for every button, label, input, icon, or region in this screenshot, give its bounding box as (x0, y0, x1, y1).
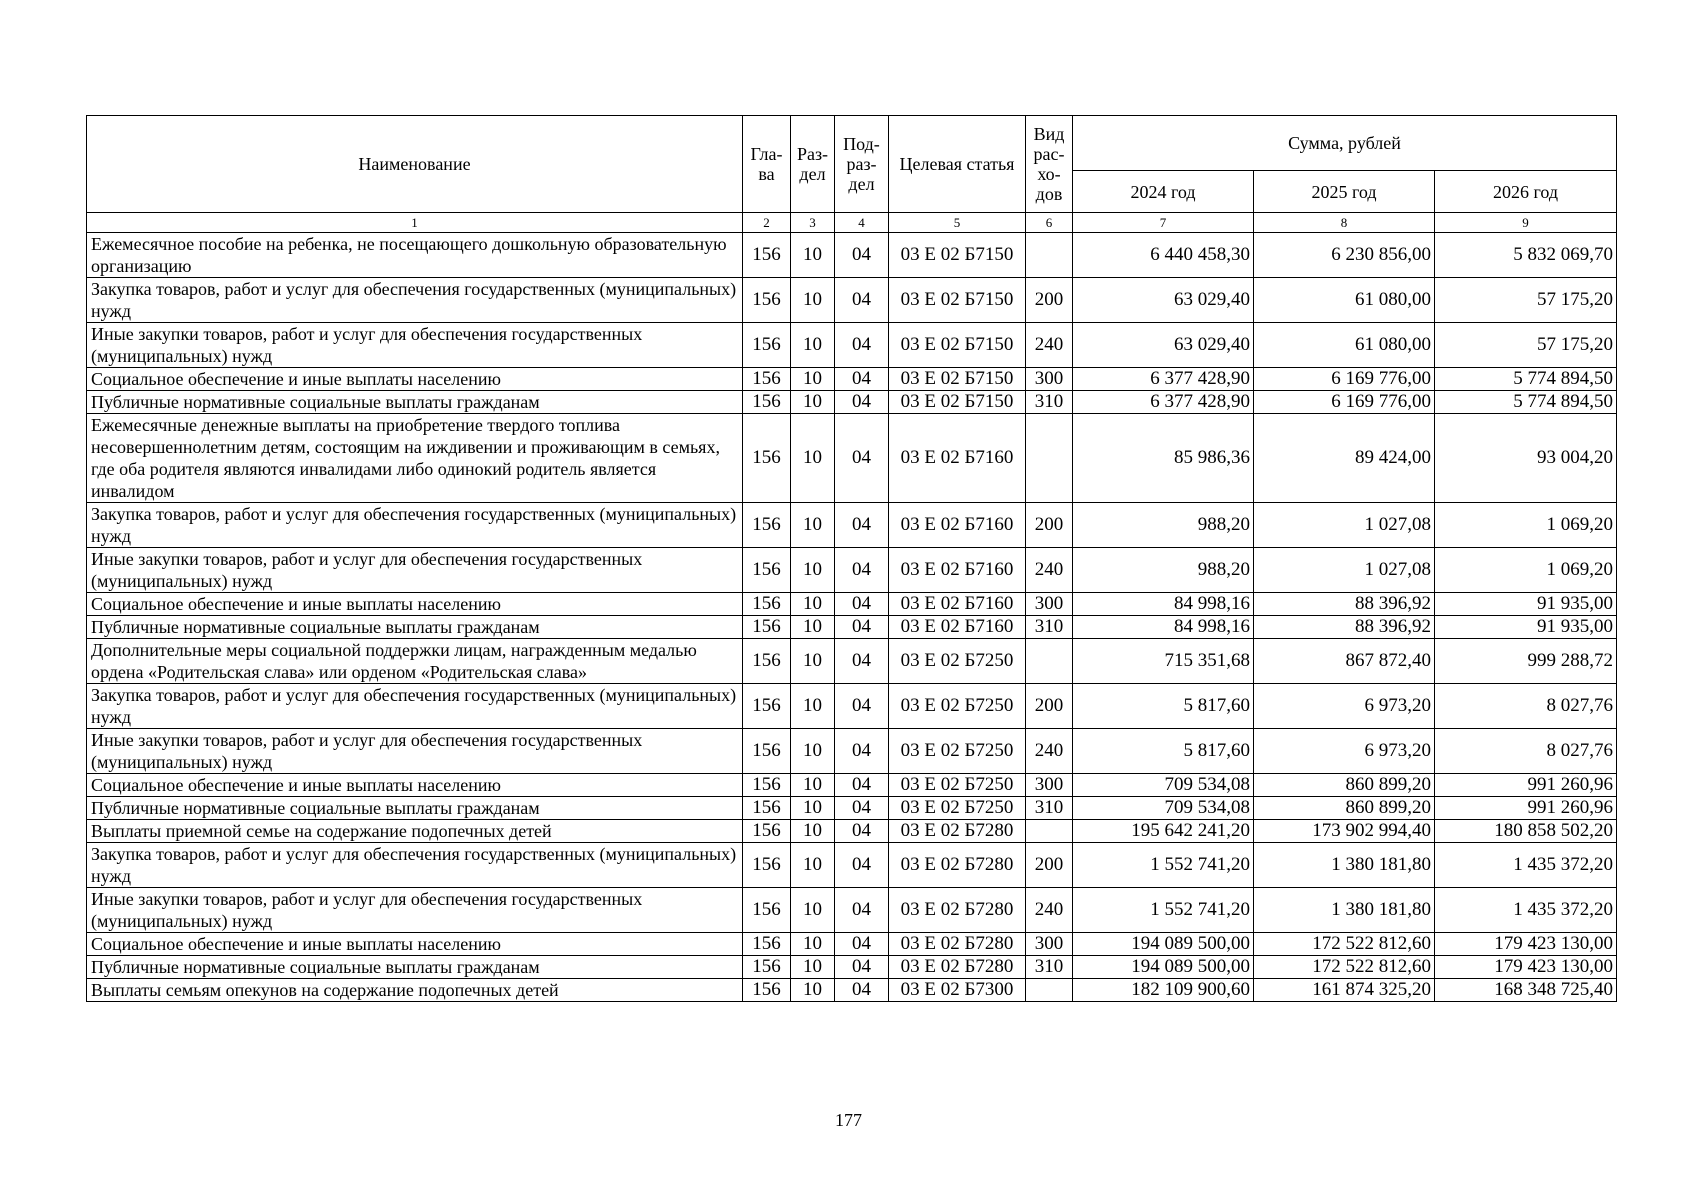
row-chapter: 156 (743, 843, 791, 888)
page-number: 177 (835, 1110, 862, 1130)
row-section: 10 (791, 233, 835, 278)
row-name: Публичные нормативные социальные выплаты гражданам (87, 797, 743, 820)
table-row (87, 956, 1617, 979)
header-target-article: Целевая статья (889, 116, 1026, 213)
row-target-article: 03 Е 02 Б7160 (889, 503, 1026, 548)
row-name: Выплаты семьям опекунов на содержание подопечных детей (87, 979, 743, 1002)
row-chapter: 156 (743, 797, 791, 820)
row-name: Публичные нормативные социальные выплаты гражданам (87, 391, 743, 414)
row-expense-type: 310 (1026, 956, 1073, 979)
row-sum-2024: 85 986,36 (1073, 414, 1254, 503)
row-name: Социальное обеспечение и иные выплаты населению (87, 933, 743, 956)
row-chapter: 156 (743, 368, 791, 391)
row-expense-type (1026, 414, 1073, 503)
row-expense-type (1026, 639, 1073, 684)
column-number: 4 (835, 213, 889, 233)
row-sum-2025: 6 169 776,00 (1254, 391, 1435, 414)
row-subsection: 04 (835, 414, 889, 503)
row-chapter: 156 (743, 933, 791, 956)
row-sum-2024: 194 089 500,00 (1073, 933, 1254, 956)
column-number: 7 (1073, 213, 1254, 233)
row-sum-2025: 867 872,40 (1254, 639, 1435, 684)
table-row (87, 391, 1617, 414)
row-sum-2025: 173 902 994,40 (1254, 820, 1435, 843)
column-number: 5 (889, 213, 1026, 233)
row-target-article: 03 Е 02 Б7280 (889, 820, 1026, 843)
row-chapter: 156 (743, 956, 791, 979)
row-section: 10 (791, 548, 835, 593)
row-section: 10 (791, 933, 835, 956)
row-chapter: 156 (743, 979, 791, 1002)
row-sum-2024: 709 534,08 (1073, 797, 1254, 820)
row-subsection: 04 (835, 593, 889, 616)
row-sum-2024: 988,20 (1073, 503, 1254, 548)
row-sum-2026: 5 832 069,70 (1435, 233, 1617, 278)
row-section: 10 (791, 391, 835, 414)
row-sum-2026: 91 935,00 (1435, 593, 1617, 616)
row-sum-2025: 6 973,20 (1254, 684, 1435, 729)
row-sum-2025: 1 027,08 (1254, 548, 1435, 593)
column-numbers-row (87, 213, 1617, 233)
table-row (87, 820, 1617, 843)
table-row (87, 729, 1617, 774)
row-sum-2024: 194 089 500,00 (1073, 956, 1254, 979)
row-name: Закупка товаров, работ и услуг для обеспечения государственных (муниципальных) нужд (87, 843, 743, 888)
column-number: 2 (743, 213, 791, 233)
row-sum-2024: 5 817,60 (1073, 684, 1254, 729)
row-expense-type (1026, 233, 1073, 278)
table-row (87, 774, 1617, 797)
table-row (87, 843, 1617, 888)
row-chapter: 156 (743, 593, 791, 616)
row-sum-2026: 5 774 894,50 (1435, 391, 1617, 414)
row-name: Иные закупки товаров, работ и услуг для обеспечения государственных (муниципальных) нужд (87, 323, 743, 368)
row-target-article: 03 Е 02 Б7280 (889, 843, 1026, 888)
row-target-article: 03 Е 02 Б7280 (889, 888, 1026, 933)
row-section: 10 (791, 503, 835, 548)
row-chapter: 156 (743, 414, 791, 503)
budget-table (86, 115, 1617, 1002)
row-section: 10 (791, 820, 835, 843)
row-section: 10 (791, 729, 835, 774)
row-target-article: 03 Е 02 Б7150 (889, 278, 1026, 323)
row-sum-2026: 1 435 372,20 (1435, 888, 1617, 933)
row-name: Иные закупки товаров, работ и услуг для обеспечения государственных (муниципальных) нужд (87, 888, 743, 933)
row-name: Иные закупки товаров, работ и услуг для обеспечения государственных (муниципальных) нужд (87, 548, 743, 593)
row-section: 10 (791, 593, 835, 616)
row-chapter: 156 (743, 888, 791, 933)
row-sum-2026: 179 423 130,00 (1435, 956, 1617, 979)
row-sum-2026: 168 348 725,40 (1435, 979, 1617, 1002)
row-target-article: 03 Е 02 Б7160 (889, 593, 1026, 616)
table-row (87, 414, 1617, 503)
row-sum-2025: 6 230 856,00 (1254, 233, 1435, 278)
row-sum-2025: 172 522 812,60 (1254, 956, 1435, 979)
table-row (87, 639, 1617, 684)
row-section: 10 (791, 888, 835, 933)
row-subsection: 04 (835, 639, 889, 684)
row-subsection: 04 (835, 368, 889, 391)
table-row (87, 797, 1617, 820)
row-target-article: 03 Е 02 Б7280 (889, 933, 1026, 956)
header-year-2026: 2026 год (1435, 171, 1617, 213)
row-sum-2024: 1 552 741,20 (1073, 843, 1254, 888)
header-name: Наименование (87, 116, 743, 213)
table-row (87, 278, 1617, 323)
row-sum-2025: 88 396,92 (1254, 593, 1435, 616)
row-expense-type: 240 (1026, 323, 1073, 368)
row-expense-type: 200 (1026, 503, 1073, 548)
row-expense-type (1026, 820, 1073, 843)
row-target-article: 03 Е 02 Б7160 (889, 548, 1026, 593)
row-subsection: 04 (835, 391, 889, 414)
row-sum-2026: 999 288,72 (1435, 639, 1617, 684)
row-name: Закупка товаров, работ и услуг для обеспечения государственных (муниципальных) нужд (87, 503, 743, 548)
row-chapter: 156 (743, 684, 791, 729)
row-target-article: 03 Е 02 Б7160 (889, 616, 1026, 639)
row-sum-2024: 988,20 (1073, 548, 1254, 593)
row-name: Социальное обеспечение и иные выплаты населению (87, 593, 743, 616)
row-expense-type: 300 (1026, 933, 1073, 956)
header-year-2025: 2025 год (1254, 171, 1435, 213)
header-sum: Сумма, рублей (1073, 116, 1617, 171)
table-row (87, 503, 1617, 548)
row-target-article: 03 Е 02 Б7150 (889, 323, 1026, 368)
row-expense-type: 310 (1026, 616, 1073, 639)
row-subsection: 04 (835, 548, 889, 593)
row-section: 10 (791, 616, 835, 639)
header-year-2024: 2024 год (1073, 171, 1254, 213)
row-expense-type: 310 (1026, 797, 1073, 820)
table-body (87, 213, 1617, 1002)
row-sum-2026: 991 260,96 (1435, 797, 1617, 820)
row-chapter: 156 (743, 233, 791, 278)
row-target-article: 03 Е 02 Б7250 (889, 684, 1026, 729)
row-sum-2024: 6 440 458,30 (1073, 233, 1254, 278)
row-sum-2024: 1 552 741,20 (1073, 888, 1254, 933)
row-name: Социальное обеспечение и иные выплаты населению (87, 774, 743, 797)
row-chapter: 156 (743, 548, 791, 593)
row-section: 10 (791, 368, 835, 391)
row-name: Иные закупки товаров, работ и услуг для обеспечения государственных (муниципальных) нужд (87, 729, 743, 774)
header-chapter: Гла-ва (743, 116, 791, 213)
row-sum-2026: 57 175,20 (1435, 278, 1617, 323)
row-sum-2025: 1 380 181,80 (1254, 888, 1435, 933)
row-sum-2026: 1 435 372,20 (1435, 843, 1617, 888)
row-sum-2025: 860 899,20 (1254, 774, 1435, 797)
column-number: 3 (791, 213, 835, 233)
table-row (87, 888, 1617, 933)
table-row (87, 368, 1617, 391)
table-header (87, 116, 1617, 213)
column-number: 9 (1435, 213, 1617, 233)
row-name: Ежемесячные денежные выплаты на приобретение твердого топлива несовершеннолетним детям, состоящим на иждивении и проживающим в семьях, где оба родителя являются инвалидами либо одинокий родитель является инвалидом (87, 414, 743, 503)
row-target-article: 03 Е 02 Б7150 (889, 391, 1026, 414)
row-target-article: 03 Е 02 Б7150 (889, 233, 1026, 278)
row-expense-type: 240 (1026, 888, 1073, 933)
row-target-article: 03 Е 02 Б7160 (889, 414, 1026, 503)
row-subsection: 04 (835, 616, 889, 639)
row-target-article: 03 Е 02 Б7280 (889, 956, 1026, 979)
row-subsection: 04 (835, 684, 889, 729)
row-chapter: 156 (743, 820, 791, 843)
row-subsection: 04 (835, 820, 889, 843)
row-name: Выплаты приемной семье на содержание подопечных детей (87, 820, 743, 843)
row-sum-2025: 172 522 812,60 (1254, 933, 1435, 956)
row-name: Публичные нормативные социальные выплаты гражданам (87, 616, 743, 639)
header-expense-type: Вид рас-хо-дов (1026, 116, 1073, 213)
row-target-article: 03 Е 02 Б7300 (889, 979, 1026, 1002)
row-subsection: 04 (835, 933, 889, 956)
row-sum-2024: 709 534,08 (1073, 774, 1254, 797)
table-row (87, 593, 1617, 616)
row-expense-type: 200 (1026, 684, 1073, 729)
row-target-article: 03 Е 02 Б7250 (889, 729, 1026, 774)
row-section: 10 (791, 956, 835, 979)
row-chapter: 156 (743, 391, 791, 414)
row-subsection: 04 (835, 979, 889, 1002)
row-expense-type: 240 (1026, 729, 1073, 774)
row-chapter: 156 (743, 278, 791, 323)
row-sum-2025: 61 080,00 (1254, 278, 1435, 323)
row-sum-2024: 5 817,60 (1073, 729, 1254, 774)
row-sum-2025: 161 874 325,20 (1254, 979, 1435, 1002)
row-chapter: 156 (743, 323, 791, 368)
row-subsection: 04 (835, 729, 889, 774)
row-sum-2024: 6 377 428,90 (1073, 391, 1254, 414)
row-subsection: 04 (835, 843, 889, 888)
table-row (87, 233, 1617, 278)
row-target-article: 03 Е 02 Б7250 (889, 639, 1026, 684)
row-chapter: 156 (743, 729, 791, 774)
row-sum-2026: 1 069,20 (1435, 548, 1617, 593)
row-section: 10 (791, 323, 835, 368)
header-section: Раз-дел (791, 116, 835, 213)
row-expense-type: 310 (1026, 391, 1073, 414)
row-sum-2025: 89 424,00 (1254, 414, 1435, 503)
row-section: 10 (791, 843, 835, 888)
row-sum-2026: 180 858 502,20 (1435, 820, 1617, 843)
row-target-article: 03 Е 02 Б7250 (889, 774, 1026, 797)
row-expense-type: 200 (1026, 843, 1073, 888)
row-sum-2026: 1 069,20 (1435, 503, 1617, 548)
row-sum-2026: 91 935,00 (1435, 616, 1617, 639)
row-chapter: 156 (743, 774, 791, 797)
row-sum-2025: 860 899,20 (1254, 797, 1435, 820)
row-sum-2025: 1 027,08 (1254, 503, 1435, 548)
row-name: Закупка товаров, работ и услуг для обеспечения государственных (муниципальных) нужд (87, 684, 743, 729)
header-subsection: Под-раз-дел (835, 116, 889, 213)
row-sum-2024: 84 998,16 (1073, 593, 1254, 616)
row-section: 10 (791, 414, 835, 503)
row-chapter: 156 (743, 616, 791, 639)
row-expense-type: 300 (1026, 774, 1073, 797)
row-sum-2026: 93 004,20 (1435, 414, 1617, 503)
table-row (87, 548, 1617, 593)
row-expense-type: 300 (1026, 368, 1073, 391)
table-row (87, 616, 1617, 639)
row-chapter: 156 (743, 639, 791, 684)
table-row (87, 684, 1617, 729)
row-subsection: 04 (835, 888, 889, 933)
row-name: Ежемесячное пособие на ребенка, не посещающего дошкольную образовательную организацию (87, 233, 743, 278)
row-name: Социальное обеспечение и иные выплаты населению (87, 368, 743, 391)
row-chapter: 156 (743, 503, 791, 548)
row-sum-2024: 715 351,68 (1073, 639, 1254, 684)
row-expense-type: 300 (1026, 593, 1073, 616)
row-subsection: 04 (835, 233, 889, 278)
row-sum-2025: 6 169 776,00 (1254, 368, 1435, 391)
row-sum-2025: 6 973,20 (1254, 729, 1435, 774)
row-subsection: 04 (835, 278, 889, 323)
row-sum-2024: 182 109 900,60 (1073, 979, 1254, 1002)
row-section: 10 (791, 774, 835, 797)
row-sum-2026: 8 027,76 (1435, 684, 1617, 729)
row-sum-2026: 5 774 894,50 (1435, 368, 1617, 391)
column-number: 1 (87, 213, 743, 233)
table-row (87, 979, 1617, 1002)
row-expense-type: 240 (1026, 548, 1073, 593)
row-sum-2026: 991 260,96 (1435, 774, 1617, 797)
row-expense-type (1026, 979, 1073, 1002)
row-expense-type: 200 (1026, 278, 1073, 323)
row-name: Закупка товаров, работ и услуг для обеспечения государственных (муниципальных) нужд (87, 278, 743, 323)
row-sum-2024: 195 642 241,20 (1073, 820, 1254, 843)
row-target-article: 03 Е 02 Б7250 (889, 797, 1026, 820)
row-subsection: 04 (835, 956, 889, 979)
column-number: 6 (1026, 213, 1073, 233)
row-target-article: 03 Е 02 Б7150 (889, 368, 1026, 391)
row-name: Публичные нормативные социальные выплаты гражданам (87, 956, 743, 979)
row-sum-2026: 57 175,20 (1435, 323, 1617, 368)
row-sum-2024: 84 998,16 (1073, 616, 1254, 639)
row-sum-2024: 6 377 428,90 (1073, 368, 1254, 391)
row-name: Дополнительные меры социальной поддержки лицам, награжденным медалью ордена «Родительская слава» или орденом «Родительская слава» (87, 639, 743, 684)
row-sum-2024: 63 029,40 (1073, 278, 1254, 323)
row-subsection: 04 (835, 797, 889, 820)
row-sum-2025: 61 080,00 (1254, 323, 1435, 368)
row-section: 10 (791, 797, 835, 820)
row-subsection: 04 (835, 774, 889, 797)
column-number: 8 (1254, 213, 1435, 233)
row-sum-2025: 88 396,92 (1254, 616, 1435, 639)
row-section: 10 (791, 278, 835, 323)
row-section: 10 (791, 979, 835, 1002)
row-section: 10 (791, 684, 835, 729)
row-sum-2025: 1 380 181,80 (1254, 843, 1435, 888)
row-sum-2026: 179 423 130,00 (1435, 933, 1617, 956)
row-sum-2024: 63 029,40 (1073, 323, 1254, 368)
row-section: 10 (791, 639, 835, 684)
table-row (87, 933, 1617, 956)
table-row (87, 323, 1617, 368)
row-sum-2026: 8 027,76 (1435, 729, 1617, 774)
row-subsection: 04 (835, 323, 889, 368)
row-subsection: 04 (835, 503, 889, 548)
